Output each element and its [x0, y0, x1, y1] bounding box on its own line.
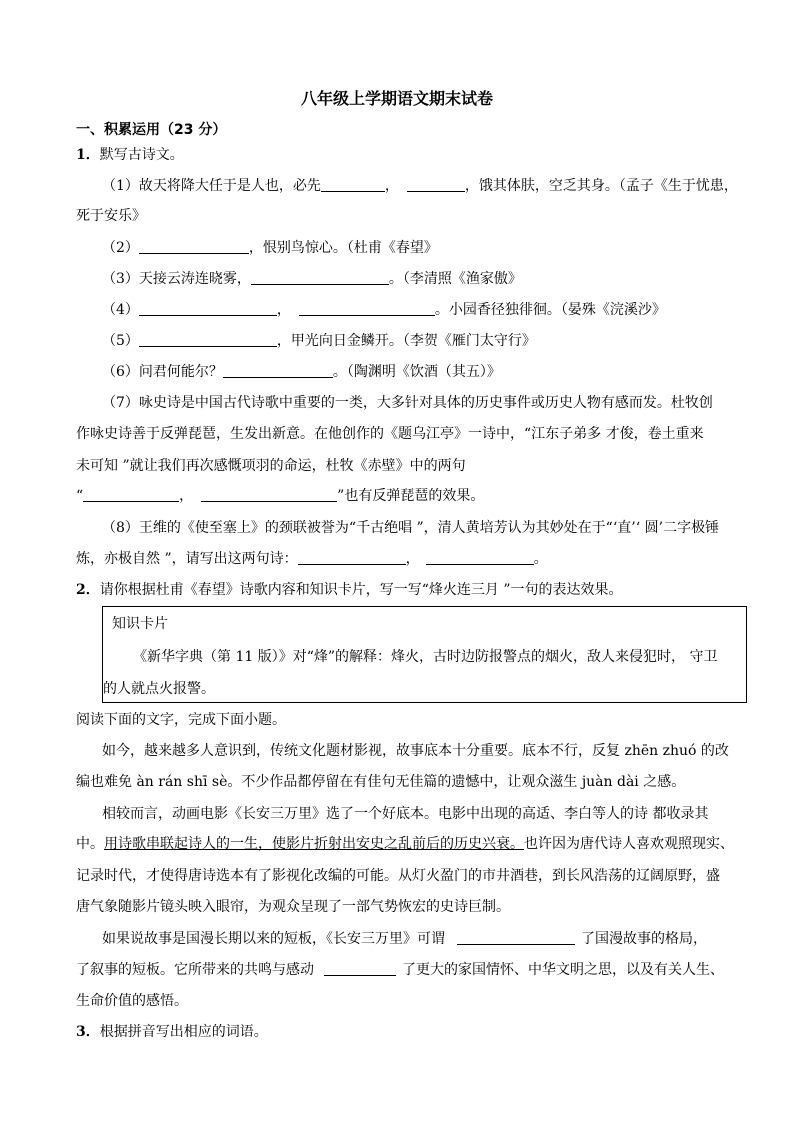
- item-text: （1）故天将降大任于是人也，必先: [102, 178, 321, 194]
- item-text: “: [76, 488, 84, 504]
- q1-item-6: [102, 362, 782, 382]
- answer-blank[interactable]: [324, 961, 396, 976]
- q1-item-7-cont: 作咏史诗善于反弹琵琶，生发出新意。在他创作的《题乌江亭》一诗中，“江东子弟多 才俊，卷土重来: [76, 426, 704, 442]
- q1-item-8: （8）王维的《使至塞上》的颈联被誉为“千古绝唱 ”，清人黄培芳认为其妙处在于“‘直’‘ 圆’二字极锤: [102, 520, 720, 536]
- answer-blank[interactable]: [321, 177, 385, 192]
- item-text: （6）问君何能尔？: [102, 364, 223, 380]
- card-title: 知识卡片: [112, 616, 168, 632]
- item-text: ，: [405, 551, 420, 567]
- section-heading: 一、积累运用（23 分）: [76, 122, 227, 138]
- item-text: （2）: [102, 240, 139, 256]
- q1-item-8-cont: [76, 549, 756, 569]
- answer-blank[interactable]: [139, 332, 277, 347]
- question-stem: 默写古诗文。: [99, 147, 184, 163]
- answer-blank[interactable]: [83, 487, 179, 502]
- passage-text: 如果说故事是国漫长期以来的短板，《长安三万里》可谓: [102, 931, 445, 947]
- item-text: 。（李清照《渔家傲》: [388, 271, 522, 287]
- q1-item-7: （7）咏史诗是中国古代诗歌中重要的一类，大多针对具体的历史事件或历史人物有感而发。杜牧创: [102, 395, 713, 411]
- item-text: 炼，亦极自然 ”，请写出这两句诗：: [76, 551, 298, 567]
- answer-blank[interactable]: [407, 177, 465, 192]
- q1-item-7-cont: [76, 486, 756, 506]
- answer-blank[interactable]: [298, 550, 406, 565]
- answer-blank[interactable]: [223, 363, 333, 378]
- answer-blank[interactable]: [139, 301, 277, 316]
- knowledge-card: [102, 606, 747, 703]
- passage-text: 了国漫故事的格局，: [581, 931, 707, 947]
- passage-line: 相较而言，动画电影《长安三万里》选了一个好底本。电影中出现的高适、李白等人的诗 都收录其: [102, 806, 709, 822]
- card-text: 《新华字典（第 11 版）》对“烽”的解释：烽火，古时边防报警点的烟火，敌人来侵犯时， 守卫: [133, 649, 718, 665]
- passage-line: 编也难免 àn rán shī sè。不少作品都停留在有佳句无佳篇的遗憾中，让观众滋生 juàn dài 之感。: [76, 774, 686, 790]
- item-text: ，: [276, 302, 291, 318]
- passage-text: 了叙事的短板。它所带来的共鸣与感动: [76, 962, 314, 978]
- question-1: [76, 145, 756, 165]
- answer-blank[interactable]: [139, 239, 249, 254]
- answer-blank[interactable]: [201, 487, 337, 502]
- item-text: ”也有反弹琵琶的效果。: [337, 488, 485, 504]
- answer-blank[interactable]: [251, 270, 389, 285]
- answer-blank[interactable]: [299, 301, 435, 316]
- item-text: ，饿其体肤，空乏其身。（孟子《生于忧患，: [464, 178, 738, 194]
- q1-item-1: [102, 176, 782, 196]
- passage-line: 唐气象随影片镜头映入眼帘，为观众呈现了一部气势恢宏的史诗巨制。: [76, 899, 510, 915]
- passage-line: [76, 960, 756, 980]
- question-stem: 请你根据杜甫《春望》诗歌内容和知识卡片，写一写“烽火连三月 ”一句的表达效果。: [99, 582, 623, 598]
- passage-line: 记录时代，才使得唐诗选本有了影视化改编的可能。从灯火盈门的市井酒巷，到长风浩荡的辽阔原野，盛: [76, 868, 720, 884]
- item-text: （4）: [102, 302, 139, 318]
- q1-item-4: [102, 300, 782, 320]
- page-title: 八年级上学期语文期末试卷: [300, 89, 493, 108]
- question-2: [76, 580, 756, 600]
- passage-line: [102, 929, 782, 949]
- q1-item-5: [102, 331, 782, 351]
- q1-item-7-cont: 未可知 ”就让我们再次感慨项羽的命运，杜牧《赤壁》中的两句: [76, 458, 466, 474]
- q1-item-3: [102, 269, 782, 289]
- q1-item-1-cont: 死于安乐》: [76, 208, 146, 224]
- item-text: 。小园香径独徘徊。（晏殊《浣溪沙》: [434, 302, 666, 318]
- item-text: （5）: [102, 333, 139, 349]
- passage-line: 如今，越来越多人意识到，传统文化题材影视，故事底本十分重要。底本不行，反复 zhēn zhuó 的改: [102, 743, 729, 759]
- question-number: 2．: [76, 582, 100, 598]
- question-3: [76, 1022, 756, 1042]
- item-text: 。（陶渊明《饮酒（其五）》: [332, 364, 501, 380]
- question-number: 3．: [76, 1024, 100, 1040]
- passage-text: 也许因为唐代诗人喜欢观照现实、: [524, 836, 734, 852]
- item-text: ，: [179, 488, 194, 504]
- passage-line: [76, 834, 756, 854]
- item-text: ，甲光向日金鳞开。（李贺《雁门太守行》: [276, 333, 536, 349]
- q1-item-2: [102, 238, 782, 258]
- item-text: ，恨别鸟惊心。（杜甫《春望》: [248, 240, 438, 256]
- passage-line: 生命价值的感悟。: [76, 993, 188, 1009]
- answer-blank[interactable]: [426, 550, 534, 565]
- passage-text: 了更大的家国情怀、中华文明之思，以及有关人生、: [402, 962, 724, 978]
- item-text: （3）天接云涛连晓雾，: [102, 271, 251, 287]
- passage-text: 中。: [76, 836, 104, 852]
- item-text: ，: [384, 178, 399, 194]
- item-text: 。: [533, 551, 548, 567]
- answer-blank[interactable]: [457, 930, 575, 945]
- question-number: 1．: [76, 147, 100, 163]
- card-text: 的人就点火报警。: [103, 681, 215, 697]
- reading-intro: 阅读下面的文字，完成下面小题。: [76, 712, 286, 728]
- question-stem: 根据拼音写出相应的词语。: [99, 1024, 268, 1040]
- underlined-sentence: 用诗歌串联起诗人的一生，使影片折射出安史之乱前后的历史兴衰。: [104, 836, 524, 852]
